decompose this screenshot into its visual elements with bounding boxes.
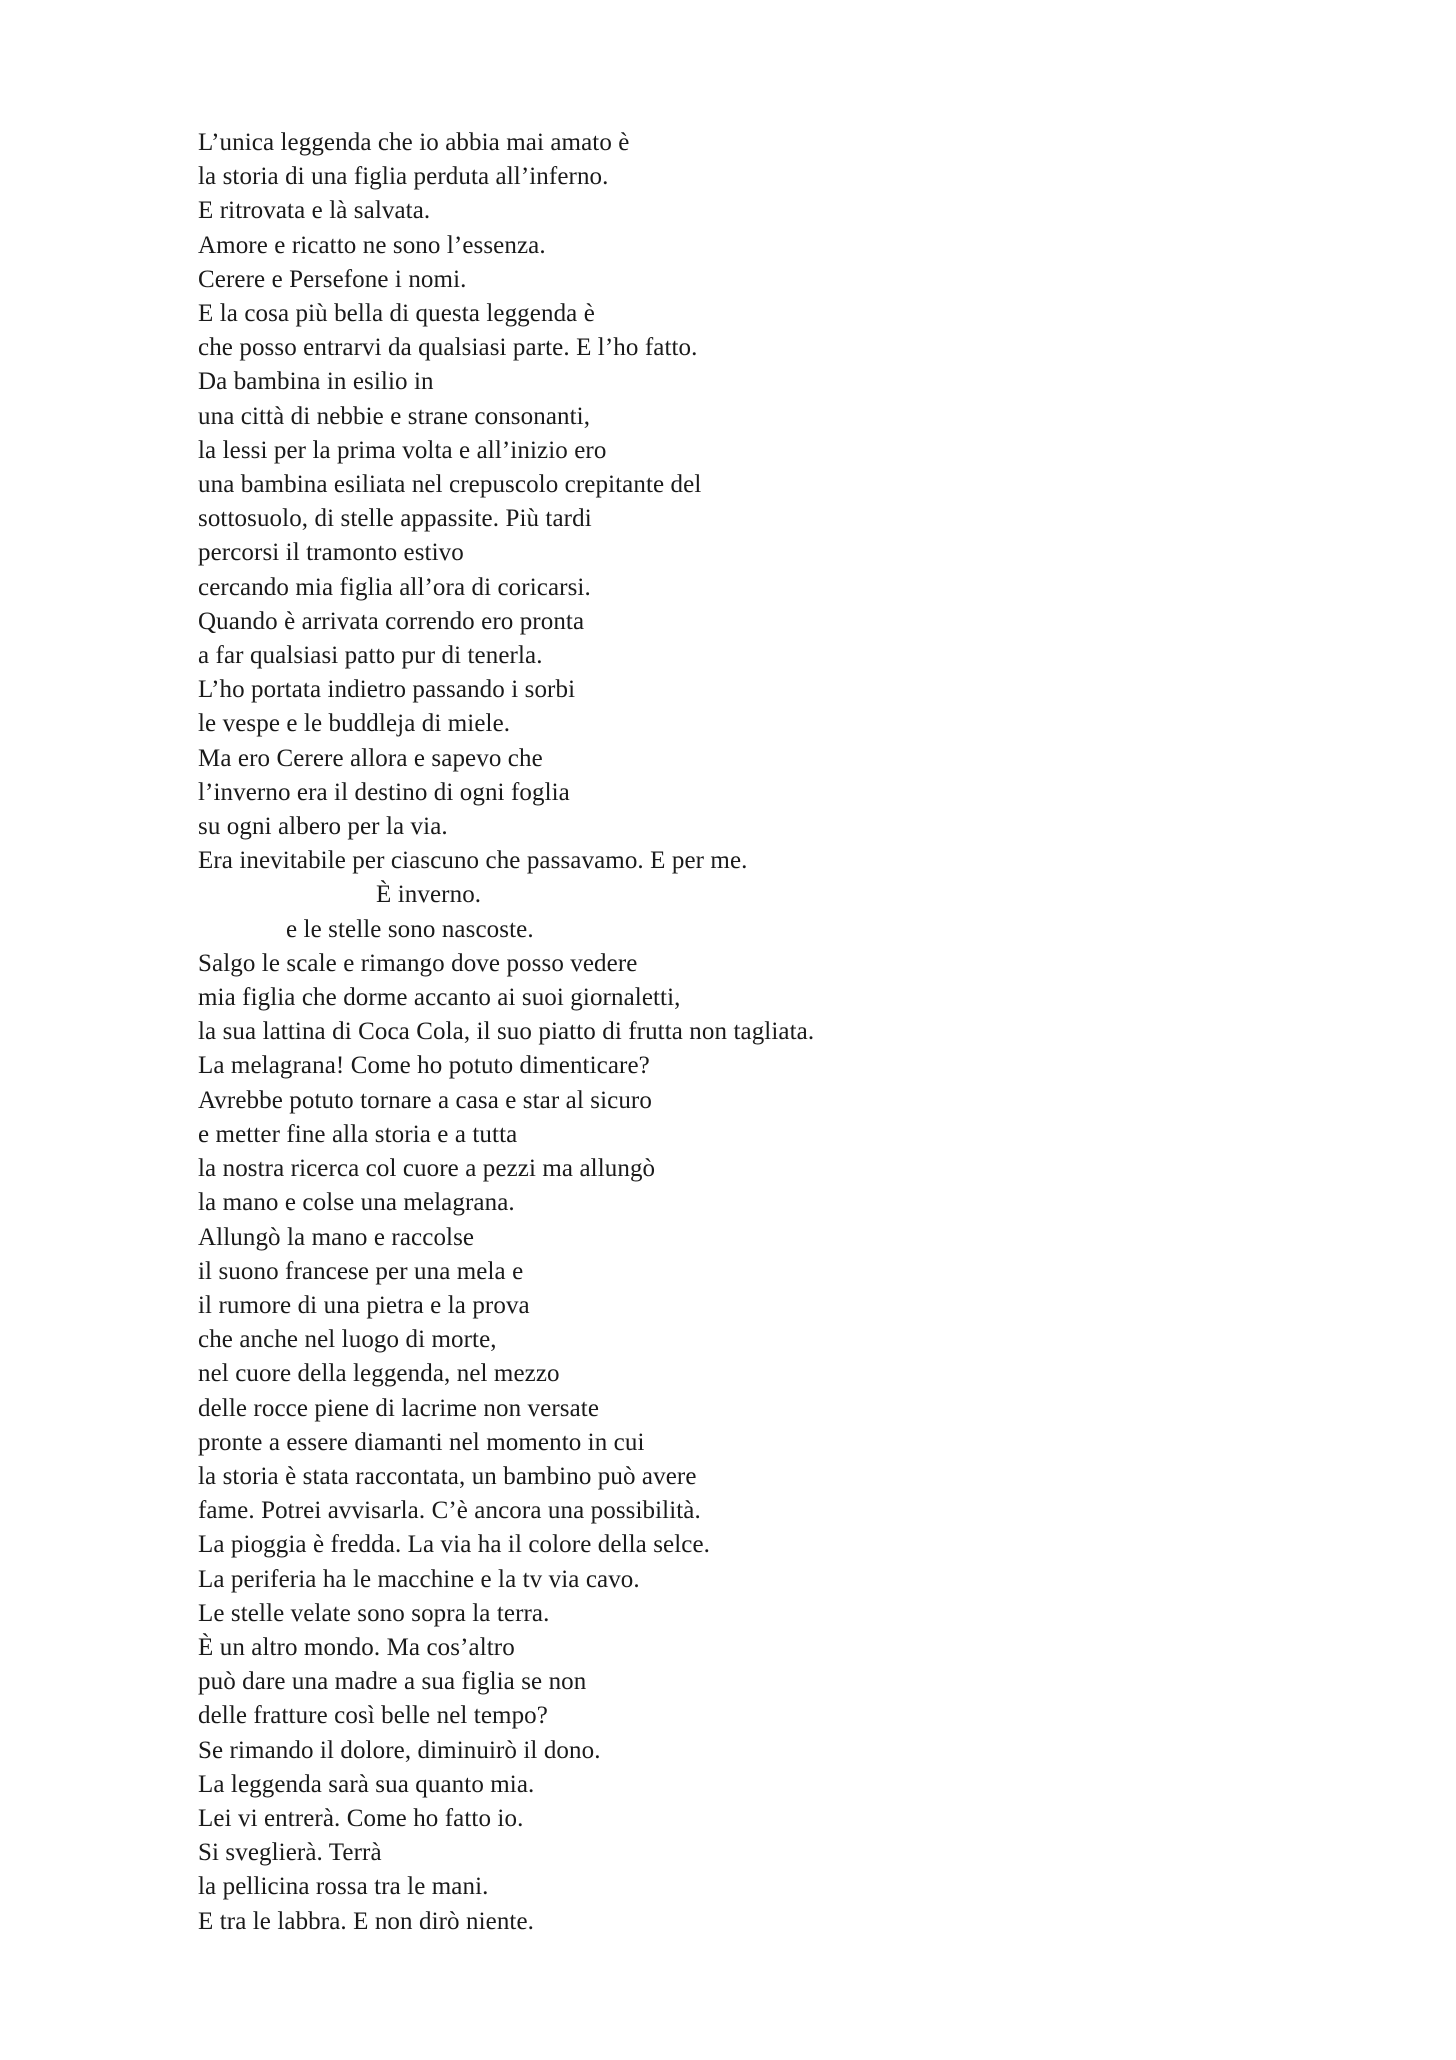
- poem-line: Cerere e Persefone i nomi.: [198, 265, 467, 293]
- poem-line: cercando mia figlia all’ora di coricarsi.: [198, 573, 591, 601]
- poem-line: Se rimando il dolore, diminuirò il dono.: [198, 1736, 601, 1764]
- poem-line: È un altro mondo. Ma cos’altro: [198, 1633, 515, 1661]
- poem-line: a far qualsiasi patto pur di tenerla.: [198, 642, 543, 670]
- poem-line: Allungò la mano e raccolse: [198, 1223, 475, 1251]
- poem-line: sottosuolo, di stelle appassite. Più tardi: [198, 505, 592, 533]
- poem-line: fame. Potrei avvisarla. C’è ancora una possibilità.: [198, 1497, 701, 1525]
- poem-line: mia figlia che dorme accanto ai suoi giornaletti,: [198, 984, 681, 1012]
- poem-line: la storia di una figlia perduta all’inferno.: [198, 163, 609, 191]
- poem-line: La pioggia è fredda. La via ha il colore della selce.: [198, 1531, 711, 1559]
- poem-line: la lessi per la prima volta e all’inizio ero: [198, 436, 607, 464]
- poem-line: la pellicina rossa tra le mani.: [198, 1873, 489, 1901]
- poem-line: Era inevitabile per ciascuno che passavamo. E per me.: [198, 847, 748, 875]
- poem-line: la nostra ricerca col cuore a pezzi ma allungò: [198, 1155, 656, 1183]
- poem-line: Avrebbe potuto tornare a casa e star al sicuro: [198, 1086, 652, 1114]
- poem-line: nel cuore della leggenda, nel mezzo: [198, 1360, 560, 1388]
- poem-line: Da bambina in esilio in: [198, 368, 434, 396]
- poem-line: su ogni albero per la via.: [198, 813, 448, 841]
- poem-line: che anche nel luogo di morte,: [198, 1326, 497, 1354]
- poem-line-indented: e le stelle sono nascoste.: [286, 915, 534, 943]
- poem-line: E ritrovata e là salvata.: [198, 197, 431, 225]
- poem-line: il rumore di una pietra e la prova: [198, 1291, 530, 1319]
- poem-line: può dare una madre a sua figlia se non: [198, 1668, 587, 1696]
- poem-line: il suono francese per una mela e: [198, 1257, 524, 1285]
- poem-line: Lei vi entrerà. Come ho fatto io.: [198, 1804, 524, 1832]
- poem-line: una bambina esiliata nel crepuscolo crepitante del: [198, 471, 702, 499]
- poem-line: che posso entrarvi da qualsiasi parte. E l’ho fatto.: [198, 334, 698, 362]
- poem-line: una città di nebbie e strane consonanti,: [198, 402, 591, 430]
- poem-line: e metter fine alla storia e a tutta: [198, 1120, 518, 1148]
- poem-body: [198, 126, 814, 1939]
- poem-line: la mano e colse una melagrana.: [198, 1189, 515, 1217]
- poem-line: l’inverno era il destino di ogni foglia: [198, 778, 570, 806]
- poem-line: percorsi il tramonto estivo: [198, 539, 464, 567]
- poem-line: E la cosa più bella di questa leggenda è: [198, 300, 595, 328]
- poem-line: le vespe e le buddleja di miele.: [198, 710, 511, 738]
- poem-line: Quando è arrivata correndo ero pronta: [198, 607, 585, 635]
- poem-line: Si sveglierà. Terrà: [198, 1839, 382, 1867]
- poem-line: la storia è stata raccontata, un bambino può avere: [198, 1462, 697, 1490]
- poem-line: La leggenda sarà sua quanto mia.: [198, 1770, 535, 1798]
- poem-line: delle rocce piene di lacrime non versate: [198, 1394, 600, 1422]
- poem-line: pronte a essere diamanti nel momento in cui: [198, 1428, 645, 1456]
- poem-line: Ma ero Cerere allora e sapevo che: [198, 744, 543, 772]
- poem-line: Salgo le scale e rimango dove posso vedere: [198, 949, 638, 977]
- poem-line: La melagrana! Come ho potuto dimenticare?: [198, 1052, 650, 1080]
- poem-line: delle fratture così belle nel tempo?: [198, 1702, 548, 1730]
- poem-line-indented: È inverno.: [376, 881, 482, 909]
- poem-line: Le stelle velate sono sopra la terra.: [198, 1599, 550, 1627]
- poem-line: E tra le labbra. E non dirò niente.: [198, 1907, 535, 1935]
- poem-line: la sua lattina di Coca Cola, il suo piatto di frutta non tagliata.: [198, 1018, 815, 1046]
- poem-line: Amore e ricatto ne sono l’essenza.: [198, 231, 546, 259]
- poem-line: L’ho portata indietro passando i sorbi: [198, 676, 576, 704]
- poem-line: L’unica leggenda che io abbia mai amato è: [198, 129, 630, 156]
- poem-line: La periferia ha le macchine e la tv via cavo.: [198, 1565, 640, 1593]
